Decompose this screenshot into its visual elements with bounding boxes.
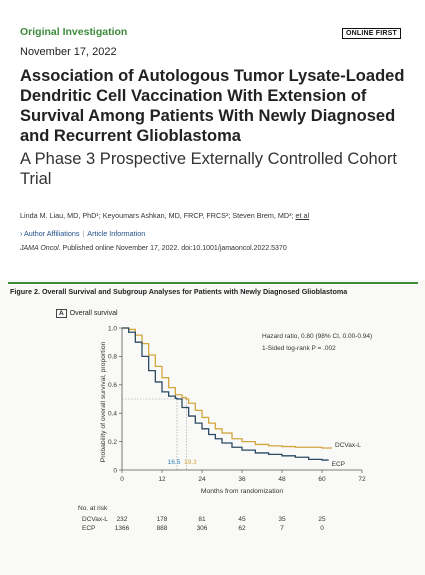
x-tick-label: 24 — [198, 476, 206, 483]
at-risk-cell: 0 — [320, 525, 324, 532]
x-tick-label: 72 — [358, 476, 366, 483]
median-label-dcvax: 19.3 — [184, 459, 197, 466]
at-risk-cell: 178 — [156, 516, 168, 523]
et-al-link[interactable]: et al — [295, 211, 310, 220]
author-affiliations-link[interactable]: › Author Affiliations — [20, 229, 80, 238]
y-tick-label: 0.2 — [107, 438, 117, 446]
y-tick-label: 0 — [113, 467, 117, 475]
article-subtitle: A Phase 3 Prospective Externally Controlled Cohort Trial — [20, 150, 397, 188]
chevron-right-icon: › — [20, 229, 23, 238]
at-risk-cell: 232 — [116, 516, 128, 523]
at-risk-cell: 25 — [318, 516, 326, 523]
y-tick-label: 0.6 — [107, 382, 117, 390]
y-tick-label: 0.8 — [107, 353, 117, 361]
at-risk-row-name: DCVax-L — [82, 516, 108, 523]
citation-details: Published online November 17, 2022. doi:10.1001/jamaoncol.2022.5370 — [62, 245, 287, 252]
logrank-annotation: 1-Sided log-rank P = .002 — [262, 345, 336, 352]
figure-caption: Figure 2. Overall Survival and Subgroup Analyses for Patients with Newly Diagnosed Glioblastoma — [10, 287, 348, 296]
link-divider: | — [82, 229, 85, 238]
y-axis-label: Probability of overall survival, proportion — [100, 341, 107, 463]
y-tick-label: 1.0 — [107, 325, 117, 333]
author-names: Linda M. Liau, MD, PhD¹; Keyoumars Ashkan, MD, FRCP, FRCS²; Steven Brem, MD³; — [20, 211, 294, 220]
x-axis-label: Months from randomization — [200, 488, 284, 495]
online-first-badge: ONLINE FIRST — [342, 28, 401, 39]
dcvax-l-series-label: DCVax-L — [335, 441, 361, 449]
panel-letter: A — [56, 309, 67, 318]
at-risk-cell: 62 — [238, 525, 246, 532]
at-risk-cell: 7 — [280, 525, 284, 532]
x-tick-label: 60 — [318, 476, 326, 483]
x-tick-label: 12 — [158, 476, 166, 483]
at-risk-cell: 81 — [198, 516, 206, 523]
ecp-series-label: ECP — [331, 461, 346, 469]
at-risk-cell: 306 — [196, 525, 208, 532]
at-risk-row-name: ECP — [82, 525, 96, 532]
panel-title: Overall survival — [69, 310, 118, 317]
at-risk-cell: 888 — [156, 525, 168, 532]
at-risk-heading: No. at risk — [78, 505, 108, 512]
journal-name: JAMA Oncol. — [20, 245, 61, 252]
at-risk-cell: 1366 — [114, 525, 130, 532]
article-information-link[interactable]: Article Information — [87, 229, 146, 238]
at-risk-cell: 45 — [238, 516, 246, 523]
section-label: Original Investigation — [20, 26, 128, 38]
x-tick-label: 48 — [278, 476, 286, 483]
y-tick-label: 0.4 — [107, 410, 117, 418]
publication-date: November 17, 2022 — [20, 46, 117, 58]
x-tick-label: 36 — [238, 476, 246, 483]
x-tick-label: 0 — [120, 476, 124, 483]
at-risk-cell: 35 — [278, 516, 286, 523]
median-label-ecp: 16.5 — [167, 459, 181, 466]
article-title: Association of Autologous Tumor Lysate-Loaded Dendritic Cell Vaccination With Extension of Survival Among Patients With Newly Diagnosed and Recurrent Glioblastoma — [20, 67, 405, 145]
hazard-ratio-annotation: Hazard ratio, 0.80 (98% CI, 0.00-0.94) — [262, 333, 373, 340]
